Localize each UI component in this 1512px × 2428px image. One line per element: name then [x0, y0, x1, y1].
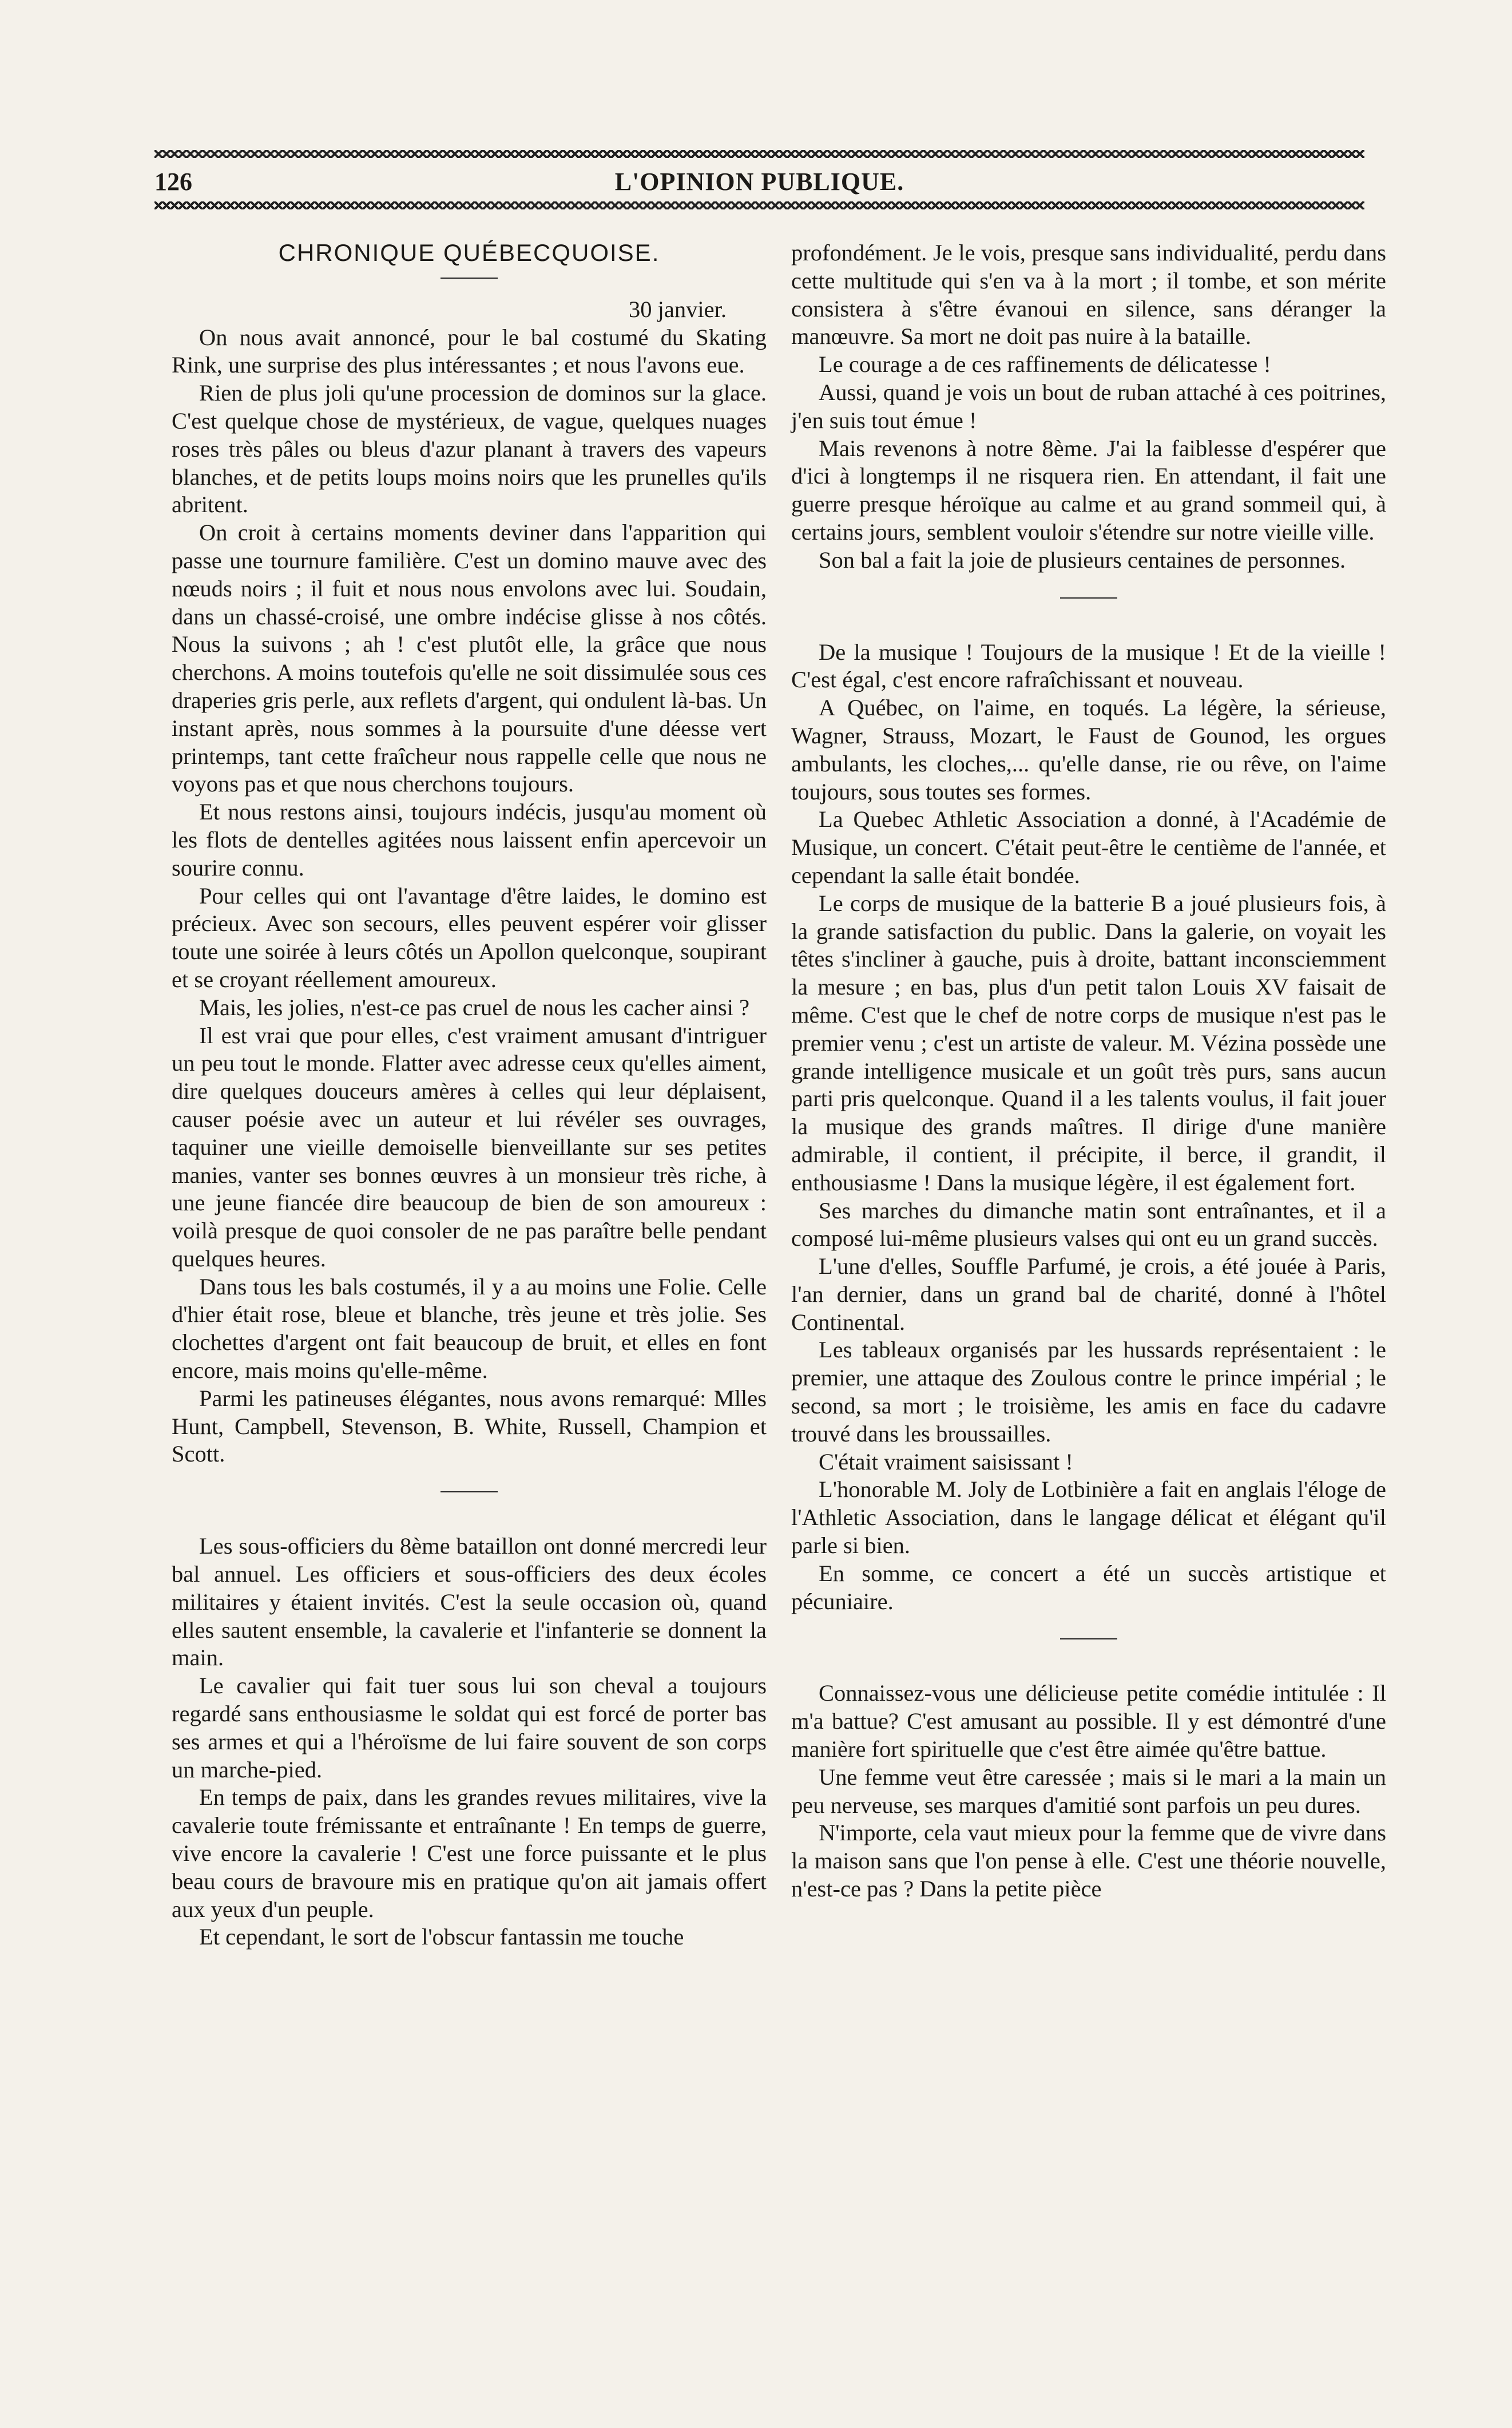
paragraph: Les tableaux organisés par les hussards représentaient : le premier, une attaque des Zoulous contre le prince impérial ; le second, sa mort ; le troisième, les amis en face du cadavre trouvé dans les broussailles.	[791, 1337, 1386, 1447]
paragraph: Une femme veut être caressée ; mais si le mari a la main un peu nerveuse, ses marques d'amitié sont parfois un peu dures.	[791, 1764, 1386, 1818]
paragraph: Ses marches du dimanche matin sont entraînantes, et il a composé lui-même plusieurs valses qui ont eu un grand succès.	[791, 1197, 1386, 1251]
article-title: CHRONIQUE QUÉBECQUOISE.	[278, 239, 660, 266]
section-rule	[440, 1491, 498, 1492]
paragraph: L'une d'elles, Souffle Parfumé, je crois, a été jouée à Paris, l'an dernier, dans un grand bal de charité, donné à l'hôtel Continental.	[791, 1253, 1386, 1335]
paragraph: Son bal a fait la joie de plusieurs centaines de personnes.	[819, 546, 1346, 573]
paragraph: L'honorable M. Joly de Lotbinière a fait en anglais l'éloge de l'Athletic Association, dans le langage délicat et élégant qu'il parle si bien.	[791, 1476, 1386, 1559]
page-header	[154, 167, 1364, 201]
paragraph: Et cependant, le sort de l'obscur fantassin me touche	[199, 1924, 684, 1950]
running-title: L'OPINION PUBLIQUE.	[614, 168, 904, 196]
top-ornamental-rule	[154, 150, 1364, 158]
paragraph: A Québec, on l'aime, en toqués. La légère, la sérieuse, Wagner, Strauss, Mozart, le Faust de Gounod, les orgues ambulants, les cloches,... qu'elle danse, rie ou rêve, on l'aime toujours, sous toutes ses formes.	[791, 695, 1386, 805]
paragraph: N'importe, cela vaut mieux pour la femme que de vivre dans la maison sans que l'on pense à elle. C'est une théorie nouvelle, n'est-ce pas ? Dans la petite pièce	[791, 1820, 1386, 1902]
paragraph: Le courage a de ces raffinements de délicatesse !	[819, 351, 1271, 378]
paragraph: De la musique ! Toujours de la musique ! Et de la vieille ! C'est égal, c'est encore rafraîchissant et nouveau.	[791, 639, 1386, 693]
paragraph: En temps de paix, dans les grandes revues militaires, vive la cavalerie toute frémissante et entraînante ! En temps de guerre, vive encore la cavalerie ! C'est une force puissante et le plus beau cours de bravoure mis en pratique qu'on ait jamais offert aux yeux d'un peuple.	[172, 1784, 767, 1922]
article-date: 30 janvier.	[629, 296, 727, 322]
header-ornamental-rule	[154, 201, 1364, 209]
paragraph: C'était vraiment saisissant !	[819, 1448, 1073, 1475]
paragraph: On nous avait annoncé, pour le bal costumé du Skating Rink, une surprise des plus intéressantes ; et nous l'avons eue.	[172, 324, 767, 378]
paragraph: Connaissez-vous une délicieuse petite comédie intitulée : Il m'a battue? C'est amusant au possible. Il y est démontré d'une manière fort spirituelle que c'est être aimée qu'être battue.	[791, 1680, 1386, 1762]
paragraph: Il est vrai que pour elles, c'est vraiment amusant d'intriguer un peu tout le monde. Flatter avec adresse ceux qu'elles aiment, dire quelques douceurs amères à celles qui leur déplaisent, causer poésie avec un auteur et lui révéler ses ouvrages, taquiner une vieille demoiselle bienveillante sur ses petites manies, vanter ses bonnes œuvres à un monsieur très riche, à une jeune fiancée dire beaucoup de bien de son amoureux : voilà presque de quoi consoler de ne pas paraître belle pendant quelques heures.	[172, 1022, 767, 1272]
paragraph: Et nous restons ainsi, toujours indécis, jusqu'au moment où les flots de dentelles agitées nous laissent enfin apercevoir un sourire connu.	[172, 799, 767, 881]
section-rule	[1060, 597, 1117, 599]
paragraph: profondément. Je le vois, presque sans individualité, perdu dans cette multitude qui s'en va à la mort ; il tombe, et son mérite consistera à s'être évanoui en silence, sans déranger la manœuvre. Sa mort ne doit pas nuire à la bataille.	[791, 240, 1386, 350]
left-column	[172, 239, 767, 1951]
title-rule	[440, 278, 498, 279]
paragraph: En somme, ce concert a été un succès artistique et pécuniaire.	[791, 1560, 1386, 1614]
right-column	[791, 239, 1386, 1903]
paragraph: Le corps de musique de la batterie B a joué plusieurs fois, à la grande satisfaction du public. Dans la galerie, on voyait les têtes s'incliner à gauche, puis à droite, battant inconsciemment la mesure ; en bas, plus d'un petit talon Louis XV faisait de même. C'est que le chef de notre corps de musique n'est pas le premier venu ; c'est un artiste de valeur. M. Vézina possède une grande intelligence musicale et un goût très purs, sans aucun parti pris quelconque. Quand il a les talents voulus, il fait jouer la musique des grands maîtres. Il dirige d'une manière admirable, il contient, il précipite, il berce, il grandit, il enthousiasme ! Dans la musique légère, il est également fort.	[791, 890, 1386, 1195]
paragraph: Mais, les jolies, n'est-ce pas cruel de nous les cacher ainsi ?	[199, 994, 750, 1020]
paragraph: Pour celles qui ont l'avantage d'être laides, le domino est précieux. Avec son secours, elles peuvent espérer voir glisser toute une soirée à leurs côtés un Apollon quelconque, soupirant et se croyant réellement amoureux.	[172, 882, 767, 992]
paragraph: Le cavalier qui fait tuer sous lui son cheval a toujours regardé sans enthousiasme le soldat qui est forcé de porter bas ses armes et qui a l'héroïsme de lui faire souvent de son corps un marche-pied.	[172, 1673, 767, 1783]
section-rule	[1060, 1638, 1117, 1639]
paragraph: Mais revenons à notre 8ème. J'ai la faiblesse d'espérer que d'ici à longtemps il ne risquera rien. En attendant, il fait une guerre presque héroïque au calme et au grand sommeil qui, à certains jours, semblent vouloir s'étendre sur notre vieille ville.	[791, 435, 1386, 545]
paragraph: Aussi, quand je vois un bout de ruban attaché à ces poitrines, j'en suis tout émue !	[791, 379, 1386, 433]
paragraph: Parmi les patineuses élégantes, nous avons remarqué: Mlles Hunt, Campbell, Stevenson, B. White, Russell, Champion et Scott.	[172, 1385, 767, 1467]
paragraph: Rien de plus joli qu'une procession de dominos sur la glace. C'est quelque chose de mystérieux, de vague, quelques nuages roses très pâles ou bleus d'azur planant à travers des vapeurs blanches, et de petits loups moins noirs que les prunelles qu'ils abritent.	[172, 380, 767, 518]
page-number: 126	[154, 168, 192, 196]
paragraph: On croit à certains moments deviner dans l'apparition qui passe une tournure familière. C'est un domino mauve avec des nœuds noirs ; il fuit et nous nous envolons avec lui. Soudain, dans un chassé-croisé, une ombre indécise glisse à nos côtés. Nous la suivons ; ah ! c'est plutôt elle, la grâce que nous cherchons. A moins toutefois qu'elle ne soit dissimulée sous ces draperies gris perle, aux reflets d'argent, qui ondulent là-bas. Un instant après, nous sommes à la poursuite d'une déesse vert printemps, tant cette fraîcheur nous rappelle celle que nous ne voyons pas et que nous cherchons toujours.	[172, 520, 767, 797]
paragraph: La Quebec Athletic Association a donné, à l'Académie de Musique, un concert. C'était peut-être le centième de l'année, et cependant la salle était bondée.	[791, 806, 1386, 888]
paragraph: Les sous-officiers du 8ème bataillon ont donné mercredi leur bal annuel. Les officiers et sous-officiers des deux écoles militaires y étaient invités. C'est la seule occasion où, quand elles sautent ensemble, la cavalerie et l'infanterie se donnent la main.	[172, 1533, 767, 1671]
paragraph: Dans tous les bals costumés, il y a au moins une Folie. Celle d'hier était rose, bleue et blanche, très jeune et très jolie. Ses clochettes d'argent ont fait beaucoup de bruit, et elles en font encore, mais moins qu'elle-même.	[172, 1273, 767, 1384]
